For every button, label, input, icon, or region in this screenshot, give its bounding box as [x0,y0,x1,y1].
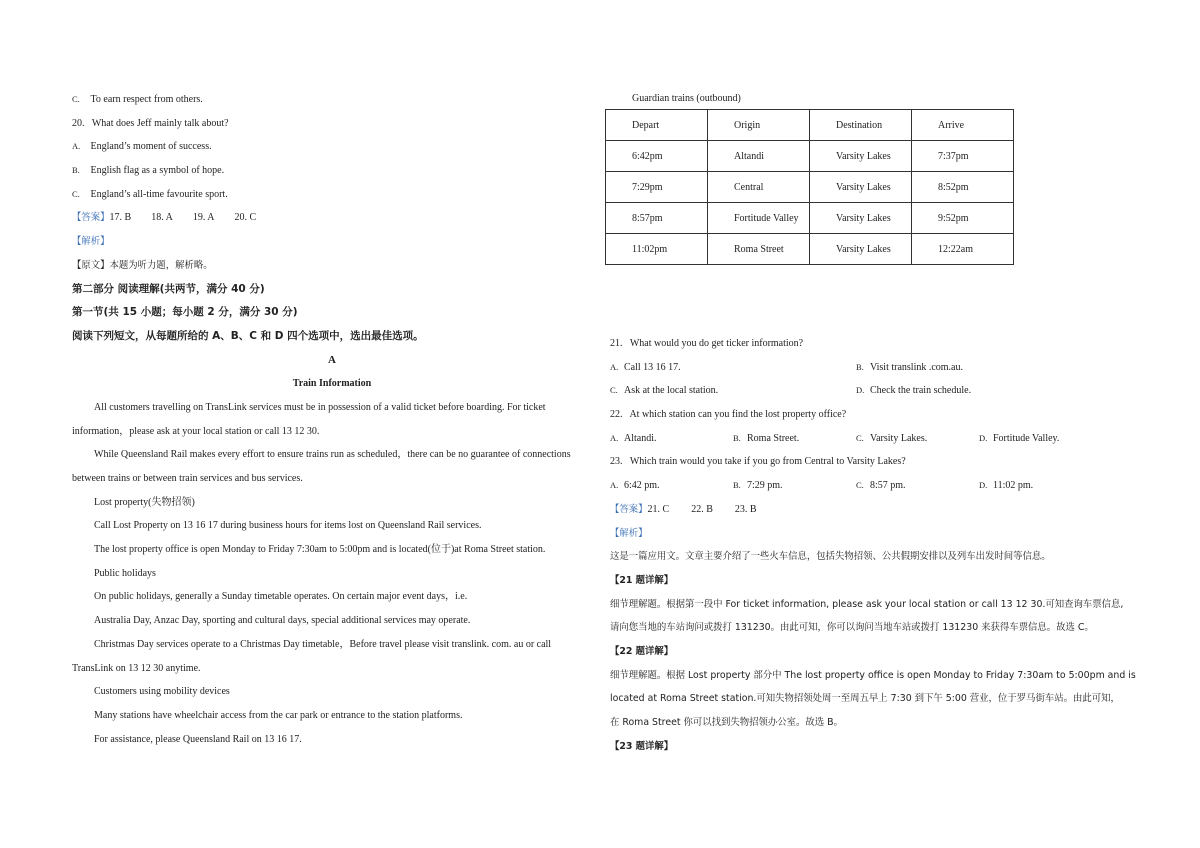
q21-option-a: A. Call 13 16 17. [610,361,681,373]
table-cell: 11:02pm [606,234,708,265]
q22-detail-heading: 【22 题详解】 [610,645,674,657]
q21-detail-heading: 【21 题详解】 [610,574,674,586]
table-header-row [606,110,1014,141]
q19-option-c: C. To earn respect from others. [72,94,203,105]
q22-option-c: C. Varsity Lakes. [856,432,928,444]
mobility-heading: Customers using mobility devices [94,686,230,698]
q23-option-b: B. 7:29 pm. [733,480,783,492]
paragraph-line: All customers travelling on TransLink services must be in possession of a valid ticket before boarding. For ticket [94,401,546,413]
table-header-cell: Arrive [912,110,1014,141]
left-column [72,88,592,751]
table-header-cell: Destination [810,110,912,141]
paragraph-line: The lost property office is open Monday to Friday 7:30am to 5:00pm and is located(位于)at Roma Street station. [94,544,546,556]
q22-option-b: B. Roma Street. [733,432,800,444]
detail-line: 细节理解题。根据第一段中 For ticket information, please ask your local station or call 13 12 30.可知查询车票信息, [610,598,1124,610]
question-21: 21. What would you do get ticker information? [610,338,804,349]
table-cell: Fortitude Valley [708,203,810,234]
paragraph-line: information，please ask at your local station or call 13 12 30. [72,425,320,437]
table-caption: Guardian trains (outbound) [632,93,741,104]
paragraph-line: TransLink on 13 12 30 anytime. [72,662,201,674]
public-holidays-heading: Public holidays [94,567,156,579]
q23-detail-heading: 【23 题详解】 [610,740,674,752]
right-column [610,88,1136,758]
question-23: 23. Which train would you take if you go from Central to Varsity Lakes? [610,456,906,468]
table-row [606,234,1014,265]
q23-options [610,474,1132,498]
detail-line: 细节理解题。根据 Lost property 部分中 The lost property office is open Monday to Friday 7:30am to 5:00pm and is [610,669,1136,681]
analysis-tag: 【解析】 [72,236,110,248]
passage-title: Train Information [292,378,372,390]
train-timetable [605,109,1014,265]
table-cell: Roma Street [708,234,810,265]
detail-line: located at Roma Street station.可知失物招领处周一至周五早上 7:30 到下午 5:00 营业，位于罗马街车站。由此可知， [610,693,1120,705]
part-two-heading: 第二部分 阅读理解(共两节，满分 40 分) [72,282,265,295]
detail-line: 请向您当地的车站询问或拨打 131230。由此可知，你可以询问当地车站或拨打 131230 来获得车票信息。故选 C。 [610,622,1094,634]
paragraph-line: Australia Day, Anzac Day, sporting and cultural days, special additional services may operate. [94,615,471,627]
q20-option-c: C. England’s all-time favourite sport. [72,188,228,200]
paragraph-line: On public holidays, generally a Sunday timetable operates. On certain major event days，i.e. [94,591,468,603]
table-cell: 6:42pm [606,141,708,172]
q21-option-d: D. Check the train schedule. [856,385,972,397]
original-text-note: 【原文】本题为听力题，解析略。 [72,259,213,271]
q23-option-d: D. 11:02 pm. [979,480,1034,492]
table-cell: Varsity Lakes [810,172,912,203]
q20-option-a: A. England’s moment of success. [72,141,212,153]
table-header-cell: Origin [708,110,810,141]
answer-key-21-23: 【答案】21. C 22. B 23. B [610,503,757,515]
table-cell: Varsity Lakes [810,141,912,172]
q23-option-a: A. 6:42 pm. [610,480,660,492]
q21-options-row-1 [610,356,1132,380]
table-cell: 7:29pm [606,172,708,203]
table-cell: Altandi [708,141,810,172]
table-row [606,141,1014,172]
passage-letter: A [328,353,336,366]
table-header-cell: Depart [606,110,708,141]
table-cell: Varsity Lakes [810,234,912,265]
paragraph-line: While Queensland Rail makes every effort to ensure trains run as scheduled，there can be no guarantee of connections [94,449,571,461]
section-one-heading: 第一节(共 15 小题；每小题 2 分，满分 30 分) [72,306,298,319]
table-cell: Central [708,172,810,203]
answer-key-17-20: 【答案】17. B 18. A 19. A 20. C [72,212,257,224]
detail-line: 在 Roma Street 你可以找到失物招领办公室。故选 B。 [610,717,843,728]
paragraph-line: For assistance, please Queensland Rail on 13 16 17. [94,733,302,745]
reading-instruction: 阅读下列短文，从每题所给的 A、B、C 和 D 四个选项中，选出最佳选项。 [72,329,424,342]
q22-option-a: A. Altandi. [610,432,657,444]
passage-summary: 这是一篇应用文。文章主要介绍了一些火车信息，包括失物招领、公共假期安排以及列车出发时间等信息。 [610,551,1051,563]
table-cell: Varsity Lakes [810,203,912,234]
paragraph-line: between trains or between train services and bus services. [72,473,303,484]
q22-options [610,427,1132,451]
paragraph-line: Call Lost Property on 13 16 17 during business hours for items lost on Queensland Rail services. [94,520,482,532]
table-cell: 7:37pm [912,141,1014,172]
q21-option-b: B. Visit translink .com.au. [856,361,963,373]
table-row [606,203,1014,234]
question-20: 20. What does Jeff mainly talk about? [72,117,229,129]
lost-property-heading: Lost property(失物招领) [94,496,195,508]
q21-options-row-2 [610,379,1132,403]
table-row [606,172,1014,203]
table-cell: 8:57pm [606,203,708,234]
question-22: 22. At which station can you find the lost property office? [610,409,847,421]
table-cell: 8:52pm [912,172,1014,203]
table-cell: 12:22am [912,234,1014,265]
paragraph-line: Many stations have wheelchair access from the car park or entrance to the station platforms. [94,709,463,721]
q22-option-d: D. Fortitude Valley. [979,432,1060,444]
table-cell: 9:52pm [912,203,1014,234]
q21-option-c: C. Ask at the local station. [610,385,719,397]
analysis-tag: 【解析】 [610,527,648,539]
paragraph-line: Christmas Day services operate to a Christmas Day timetable，Before travel please visit translink. com. au or call [94,638,552,650]
q23-option-c: C. 8:57 pm. [856,480,906,492]
q20-option-b: B. English flag as a symbol of hope. [72,165,225,177]
